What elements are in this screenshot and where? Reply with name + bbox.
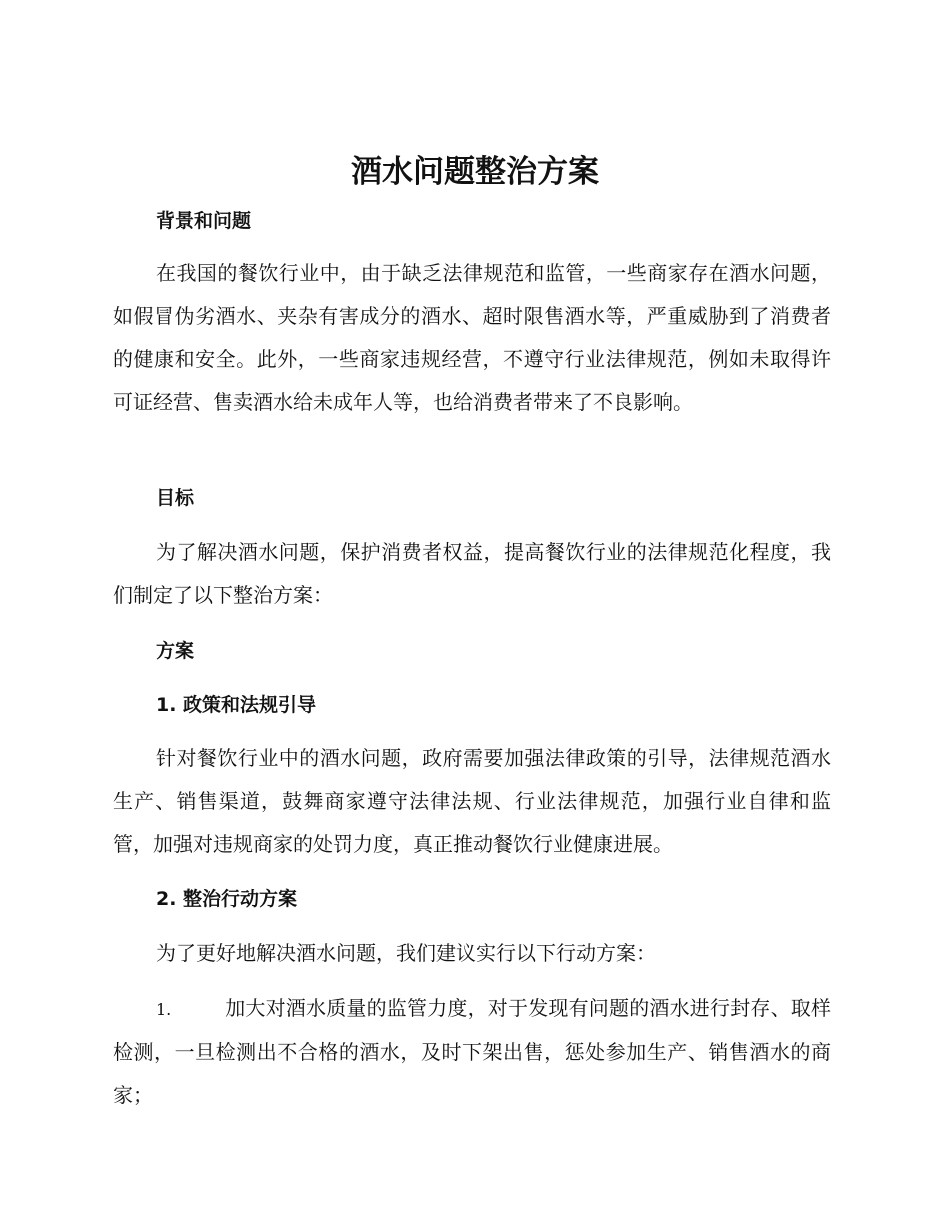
action-list-item — [113, 987, 831, 1117]
action-intro-paragraph: 为了更好地解决酒水问题，我们建议实行以下行动方案： — [156, 941, 656, 965]
policy-heading: 1. 政策和法规引导 — [156, 694, 317, 716]
plan-heading: 方案 — [156, 640, 195, 662]
policy-paragraph: 针对餐饮行业中的酒水问题，政府需要加强法律政策的引导，法律规范酒水生产、销售渠道，鼓舞商家遵守法律法规、行业法律规范，加强行业自律和监管，加强对违规商家的处罚力度，真正推动餐饮行业健康进展。 — [113, 746, 831, 856]
background-heading: 背景和问题 — [156, 210, 252, 232]
goal-paragraph: 为了解决酒水问题，保护消费者权益，提高餐饮行业的法律规范化程度，我们制定了以下整治方案： — [113, 540, 831, 607]
action-heading: 2. 整治行动方案 — [156, 888, 298, 910]
list-item-number: 1. — [156, 1000, 172, 1019]
list-item-text: 加大对酒水质量的监管力度，对于发现有问题的酒水进行封存、取样检测，一旦检测出不合格的酒水，及时下架出售，惩处参加生产、销售酒水的商家； — [113, 996, 831, 1107]
background-paragraph: 在我国的餐饮行业中，由于缺乏法律规范和监管，一些商家存在酒水问题，如假冒伪劣酒水、夹杂有害成分的酒水、超时限售酒水等，严重威胁到了消费者的健康和安全。此外，一些商家违规经营，不遵守行业法律规范，例如未取得许可证经营、售卖酒水给未成年人等，也给消费者带来了不良影响。 — [113, 261, 831, 414]
goal-heading: 目标 — [156, 487, 195, 509]
document-title: 酒水问题整治方案 — [351, 154, 599, 190]
